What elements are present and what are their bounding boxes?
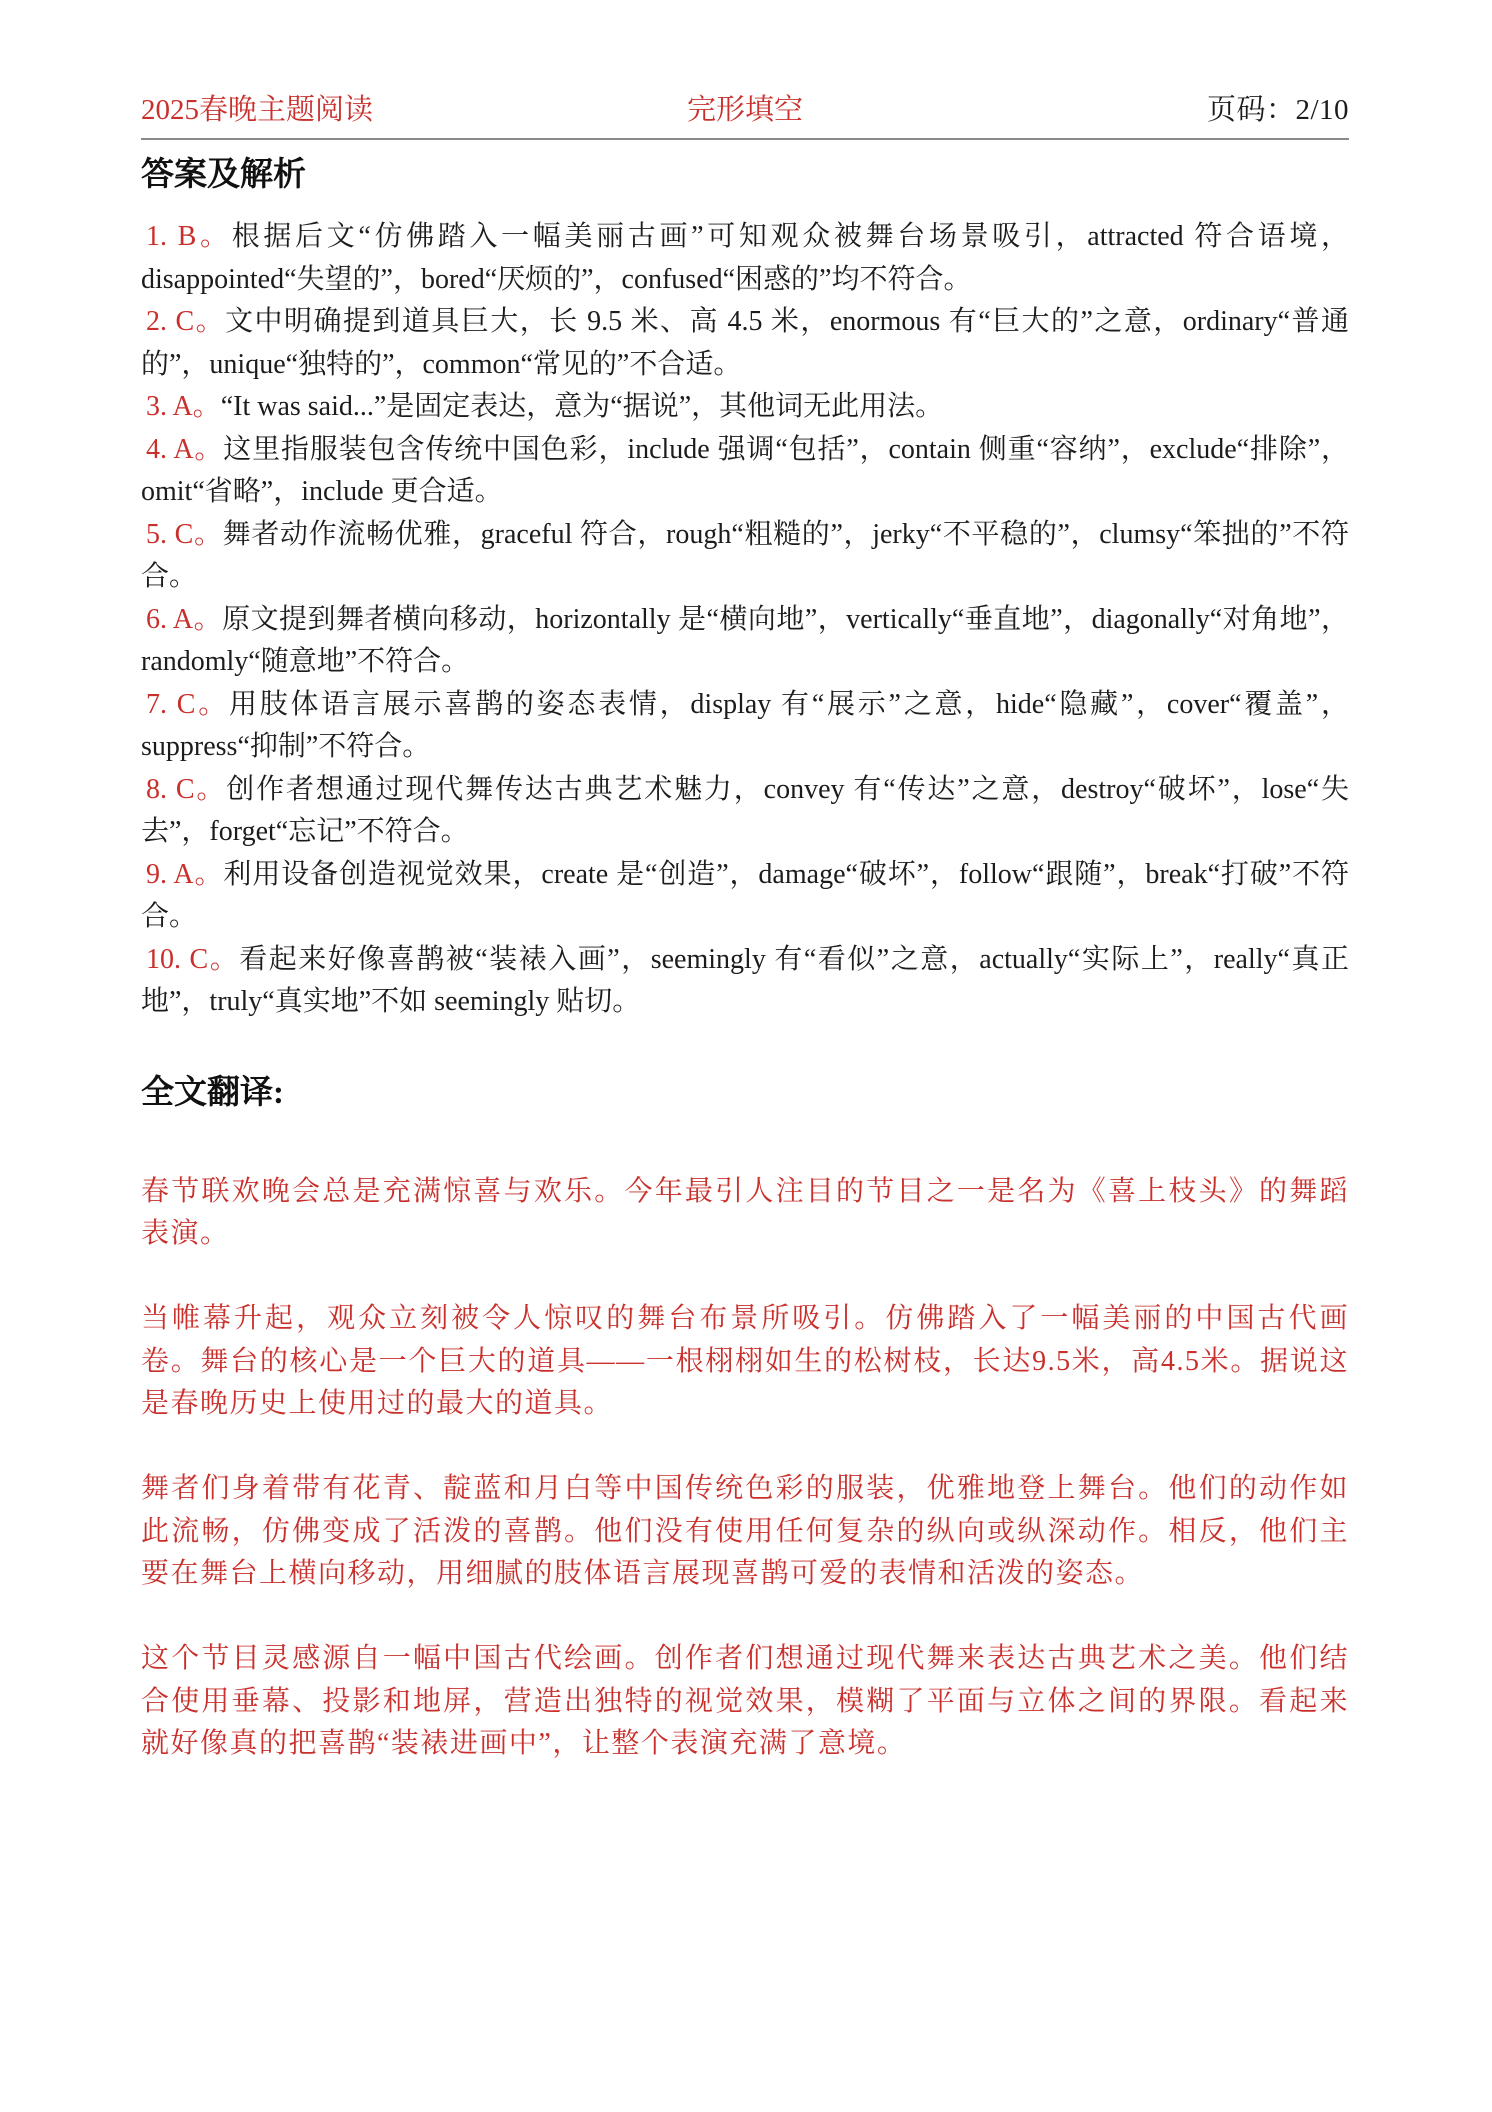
- translation-paragraph: 这个节目灵感源自一幅中国古代绘画。创作者们想通过现代舞来表达古典艺术之美。他们结合使用垂幕、投影和地屏，营造出独特的视觉效果，模糊了平面与立体之间的界限。看起来就好像真的把喜鹊“装裱进画中”，让整个表演充满了意境。: [141, 1643, 1349, 1759]
- answer-item: [141, 939, 1349, 1024]
- translation-body: [141, 1171, 1349, 1766]
- answer-label: 8. C。: [146, 773, 227, 805]
- answer-explanation: 原文提到舞者横向移动，horizontally 是“横向地”，vertically“垂直地”，diagonally“对角地”，randomly“随意地”不符合。: [141, 603, 1349, 677]
- answer-explanation: 舞者动作流畅优雅，graceful 符合，rough“粗糙的”，jerky“不平稳的”，clumsy“笨拙的”不符合。: [141, 518, 1349, 592]
- translation-paragraph: 当帷幕升起，观众立刻被令人惊叹的舞台布景所吸引。仿佛踏入了一幅美丽的中国古代画卷。舞台的核心是一个巨大的道具——一根栩栩如生的松树枝，长达9.5米，高4.5米。据说这是春晚历史上使用过的最大的道具。: [141, 1303, 1349, 1419]
- answer-list: [141, 216, 1349, 1024]
- answer-explanation: 根据后文“仿佛踏入一幅美丽古画”可知观众被舞台场景吸引，attracted 符合语境，disappointed“失望的”，bored“厌烦的”，confused“困惑的”均不符合。: [141, 221, 1349, 295]
- answer-explanation: 利用设备创造视觉效果，create 是“创造”，damage“破坏”，follow“跟随”，break“打破”不符合。: [141, 858, 1349, 932]
- answer-explanation: 创作者想通过现代舞传达古典艺术魅力，convey 有“传达”之意，destroy“破坏”，lose“失去”，forget“忘记”不符合。: [141, 773, 1349, 847]
- answer-label: 5. C。: [146, 518, 223, 550]
- answer-label: 7. C。: [146, 688, 229, 720]
- page-header: [141, 88, 1349, 132]
- answer-item: [141, 429, 1349, 514]
- answer-explanation: 看起来好像喜鹊被“装裱入画”，seemingly 有“看似”之意，actually“实际上”，really“真正地”，truly“真实地”不如 seemingly 贴切。: [141, 943, 1349, 1017]
- answer-explanation: “It was said...”是固定表达，意为“据说”，其他词无此用法。: [220, 391, 944, 422]
- translation-paragraph: 春节联欢晚会总是充满惊喜与欢乐。今年最引人注目的节目之一是名为《喜上枝头》的舞蹈表演。: [141, 1175, 1349, 1249]
- translation-heading: 全文翻译:: [141, 1074, 284, 1111]
- answer-item: [141, 684, 1349, 769]
- answer-label: 2. C。: [146, 306, 226, 337]
- header-divider: [141, 138, 1349, 140]
- answers-heading: 答案及解析: [141, 157, 306, 193]
- answer-explanation: 这里指服装包含传统中国色彩，include 强调“包括”，contain 侧重“容纳”，exclude“排除”，omit“省略”，include 更合适。: [141, 433, 1349, 507]
- answer-item: [141, 216, 1349, 301]
- document-page: [141, 88, 1349, 1808]
- answer-label: 3. A。: [146, 391, 221, 422]
- page-number: 页码：2/10: [1206, 94, 1349, 126]
- answer-item: [141, 854, 1349, 939]
- answer-label: 6. A。: [146, 603, 223, 635]
- answer-item: [141, 769, 1349, 854]
- answer-item: [141, 599, 1349, 684]
- answer-item: [141, 301, 1349, 386]
- answer-explanation: 文中明确提到道具巨大，长 9.5 米、高 4.5 米，enormous 有“巨大的”之意，ordinary“普通的”，unique“独特的”，common“常见的”不合适。: [141, 306, 1349, 380]
- exercise-type: 完形填空: [686, 94, 803, 126]
- translation-paragraph: 舞者们身着带有花青、靛蓝和月白等中国传统色彩的服装，优雅地登上舞台。他们的动作如此流畅，仿佛变成了活泼的喜鹊。他们没有使用任何复杂的纵向或纵深动作。相反，他们主要在舞台上横向移动，用细腻的肢体语言展现喜鹊可爱的表情和活泼的姿态。: [141, 1473, 1349, 1589]
- answer-explanation: 用肢体语言展示喜鹊的姿态表情，display 有“展示”之意，hide“隐藏”，cover“覆盖”，suppress“抑制”不符合。: [141, 688, 1349, 762]
- answer-label: 9. A。: [146, 858, 224, 890]
- answer-label: 4. A。: [146, 433, 224, 465]
- answer-item: [141, 514, 1349, 599]
- answer-item: [141, 386, 1349, 429]
- answer-label: 1. B。: [146, 221, 232, 252]
- answer-label: 10. C。: [146, 943, 240, 975]
- series-title: 2025春晚主题阅读: [141, 94, 374, 126]
